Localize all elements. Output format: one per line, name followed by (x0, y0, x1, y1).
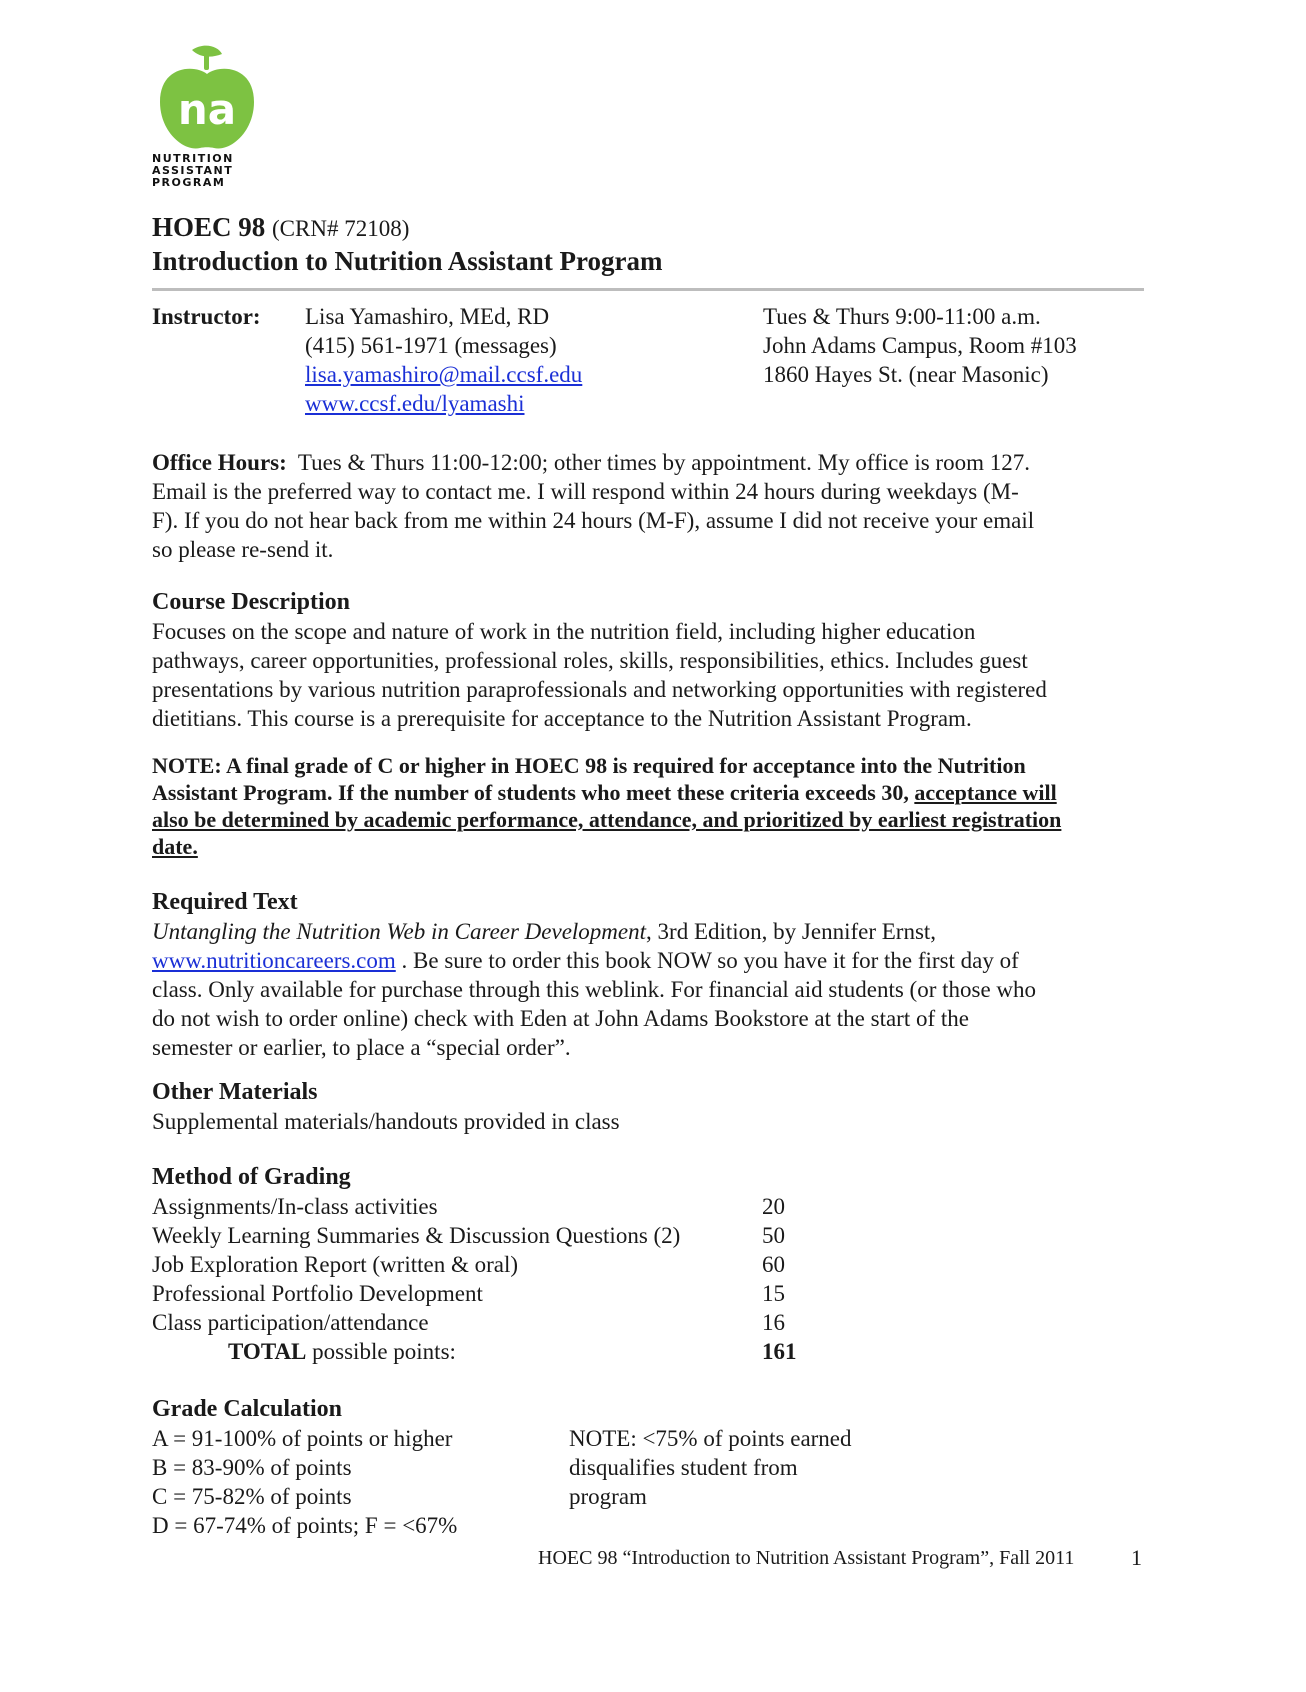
note-line: date. (152, 834, 198, 859)
total-points: 161 (762, 1339, 797, 1364)
header-divider (152, 288, 1144, 291)
total-label (152, 1337, 762, 1366)
required-text-line: do not wish to order online) check with Eden at John Adams Bookstore at the start of the (152, 1006, 969, 1031)
table-row (152, 1279, 797, 1308)
grading-points: 20 (762, 1194, 785, 1219)
office-hours-first-line (152, 448, 1152, 477)
page-number: 1 (1131, 1545, 1142, 1570)
course-description-line: dietitians. This course is a prerequisite for acceptance to the Nutrition Assistant Program. (152, 706, 972, 731)
course-title: Introduction to Nutrition Assistant Program (152, 246, 663, 276)
grade-note (569, 1424, 852, 1511)
note-line: also be determined by academic performance, attendance, and prioritized by earliest registration (152, 807, 1062, 832)
book-order-line (152, 946, 1152, 975)
grade-calc-heading: Grade Calculation (152, 1396, 342, 1422)
class-schedule: Tues & Thurs 9:00-11:00 a.m. (763, 304, 1041, 329)
course-description-line: presentations by various nutrition paraprofessionals and networking opportunities with registered (152, 677, 1047, 702)
class-campus: John Adams Campus, Room #103 (763, 333, 1077, 358)
logo-line: NUTRITION (152, 152, 234, 165)
grading-item: Professional Portfolio Development (152, 1281, 483, 1306)
required-text-line: semester or earlier, to place a “special order”. (152, 1035, 571, 1060)
grade-note-line: NOTE: <75% of points earned (569, 1426, 852, 1451)
grading-item: Job Exploration Report (written & oral) (152, 1252, 519, 1277)
table-row (152, 1221, 797, 1250)
grade-line: B = 83-90% of points (152, 1455, 352, 1480)
course-code-line (152, 212, 409, 243)
course-description-line: Focuses on the scope and nature of work in the nutrition field, including higher education (152, 619, 976, 644)
course-crn: (CRN# 72108) (272, 216, 410, 241)
grading-heading: Method of Grading (152, 1164, 351, 1190)
instructor-email-link[interactable]: lisa.yamashiro@mail.ccsf.edu (305, 362, 583, 387)
table-row (152, 1192, 797, 1221)
note-text: Assistant Program. If the number of students who meet these criteria exceeds 30, (152, 780, 915, 805)
course-description-body (152, 617, 1152, 733)
office-hours-line: so please re-send it. (152, 537, 334, 562)
grading-item: Weekly Learning Summaries & Discussion Questions (2) (152, 1223, 681, 1248)
required-text-heading: Required Text (152, 889, 298, 915)
nutritioncareers-link[interactable]: www.nutritioncareers.com (152, 948, 396, 973)
total-row (152, 1337, 797, 1366)
total-label-text: possible points: (306, 1339, 456, 1364)
office-hours-label: Office Hours: (152, 450, 287, 475)
grade-line: C = 75-82% of points (152, 1484, 352, 1509)
instructor-name: Lisa Yamashiro, MEd, RD (305, 304, 550, 329)
grade-note-line: program (569, 1484, 647, 1509)
book-order-text: . Be sure to order this book NOW so you have it for the first day of (395, 948, 1019, 973)
class-address: 1860 Hayes St. (near Masonic) (763, 362, 1049, 387)
book-title: Untangling the Nutrition Web in Career Development (152, 919, 647, 944)
office-hours-line: F). If you do not hear back from me within 24 hours (M-F), assume I did not receive your email (152, 508, 1035, 533)
grading-table (152, 1192, 797, 1366)
note-underlined-text: acceptance will (914, 780, 1057, 805)
grade-scale (152, 1424, 457, 1540)
required-text-line: class. Only available for purchase through this weblink. For financial aid students (or those who (152, 977, 1037, 1002)
table-row (152, 1308, 797, 1337)
office-hours-line: Email is the preferred way to contact me. I will respond within 24 hours during weekdays (M- (152, 479, 1019, 504)
page-footer: HOEC 98 “Introduction to Nutrition Assistant Program”, Fall 2011 (538, 1547, 1075, 1569)
grading-points: 15 (762, 1281, 785, 1306)
logo-mark: na (177, 85, 237, 134)
grade-line: D = 67-74% of points; F = <67% (152, 1513, 458, 1538)
instructor-phone: (415) 561-1971 (messages) (305, 333, 557, 358)
grading-item: Assignments/In-class activities (152, 1194, 438, 1219)
course-code: HOEC 98 (152, 212, 266, 242)
table-row (152, 1250, 797, 1279)
course-description-heading: Course Description (152, 589, 350, 615)
course-description-line: pathways, career opportunities, professional roles, skills, responsibilities, ethics. Includes guest (152, 648, 1028, 673)
other-materials-heading: Other Materials (152, 1079, 318, 1105)
required-text-body (152, 917, 1152, 1062)
total-bold-text: TOTAL (228, 1339, 307, 1364)
book-line (152, 917, 1152, 946)
grading-points: 16 (762, 1310, 785, 1335)
grading-item: Class participation/attendance (152, 1310, 429, 1335)
note-line: NOTE: A final grade of C or higher in HOEC 98 is required for acceptance into the Nutrition (152, 753, 1026, 778)
logo-line: PROGRAM (152, 176, 226, 189)
instructor-website-link[interactable]: www.ccsf.edu/lyamashi (305, 391, 525, 416)
office-hours (152, 448, 1152, 564)
instructor-label: Instructor: (152, 304, 261, 329)
other-materials-text: Supplemental materials/handouts provided in class (152, 1109, 620, 1134)
acceptance-note (152, 752, 1112, 860)
grade-note-line: disqualifies student from (569, 1455, 798, 1480)
grading-points: 60 (762, 1252, 785, 1277)
logo-line: ASSISTANT (152, 164, 234, 177)
grade-line: A = 91-100% of points or higher (152, 1426, 453, 1451)
grading-points: 50 (762, 1223, 785, 1248)
note-line-2 (152, 779, 1112, 806)
logo-text (152, 153, 262, 189)
office-hours-text: Tues & Thurs 11:00-12:00; other times by appointment. My office is room 127. (297, 450, 1030, 475)
book-details: , 3rd Edition, by Jennifer Ernst, (646, 919, 937, 944)
